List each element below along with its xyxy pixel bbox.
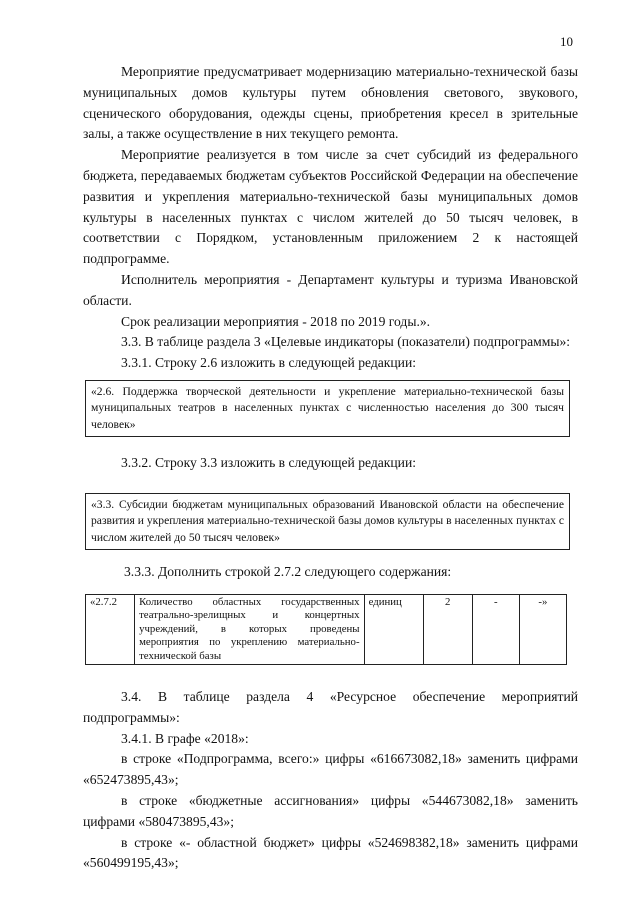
value-2017-cell: 2 — [423, 595, 472, 665]
paragraph-replace-2: в строке «бюджетные ассигнования» цифры «544673082,18» заменить цифрами «580473895,43»; — [83, 792, 578, 829]
paragraph-3: Исполнитель мероприятия - Департамент культуры и туризма Ивановской области. — [83, 271, 578, 308]
paragraph-6: 3.3.1. Строку 2.6 изложить в следующей редакции: — [121, 355, 416, 371]
row-3-3-box: «3.3. Субсидии бюджетам муниципальных образований Ивановской области на обеспечение развития и укрепления материально-технической базы домов культуры в населенных пунктах с числом жителей до 50 тысяч человек» — [85, 493, 570, 550]
value-2019-cell: -» — [519, 595, 566, 665]
heading-3-3-3: 3.3.3. Дополнить строкой 2.7.2 следующего содержания: — [124, 564, 452, 579]
table-row — [86, 595, 567, 665]
page-number: 10 — [560, 34, 573, 49]
description-cell: Количество областных государственных театрально-зрелищных и концертных учреждений, в которых проведены мероприятия по укреплению материально-технической базы — [135, 595, 364, 665]
paragraph-3-4: 3.4. В таблице раздела 4 «Ресурсное обеспечение мероприятий подпрограммы»: — [83, 689, 578, 725]
paragraph-replace-3: в строке «- областной бюджет» цифры «524698382,18» заменить цифрами «560499195,43»; — [83, 834, 578, 871]
paragraph-1: Мероприятие предусматривает модернизацию материально-технической базы муниципальных домов культуры путем обновления светового, звукового, сценического оборудования, одежды сцены, приобретения кресел в зрительные залы, а также осуществление в них текущего ремонта. — [83, 64, 578, 142]
main-text — [83, 62, 578, 374]
paragraph-replace-1: в строке «Подпрограмма, всего:» цифры «616673082,18» заменить цифрами «652473895,43»; — [83, 751, 578, 788]
heading-3-3-2: 3.3.2. Строку 3.3 изложить в следующей редакции: — [121, 455, 416, 470]
paragraph-5: 3.3. В таблице раздела 3 «Целевые индикаторы (показатели) подпрограммы»: — [121, 334, 571, 350]
value-2018-cell: - — [472, 595, 519, 665]
row-2-7-2-table — [85, 594, 567, 665]
paragraph-2: Мероприятие реализуется в том числе за счет субсидий из федерального бюджета, передаваемых бюджетам субъектов Российской Федерации на обеспечение развития и укрепления материально-технической базы муниципальных домов культуры в населенных пунктах с числом жителей до 50 тысяч человек, в соответствии с Порядком, установленным приложением 2 к настоящей подпрограмме. — [83, 147, 578, 267]
row-2-6-box: «2.6. Поддержка творческой деятельности и укрепление материально-технической базы муниципальных театров в населенных пунктах с численностью населения до 300 тысяч человек» — [85, 380, 570, 437]
row-number-cell: «2.7.2 — [86, 595, 135, 665]
paragraph-3-4-1: 3.4.1. В графе «2018»: — [121, 730, 249, 746]
paragraph-4: Срок реализации мероприятия - 2018 по 2019 годы.». — [121, 313, 431, 329]
lower-text — [83, 687, 578, 874]
unit-cell: единиц — [364, 595, 423, 665]
